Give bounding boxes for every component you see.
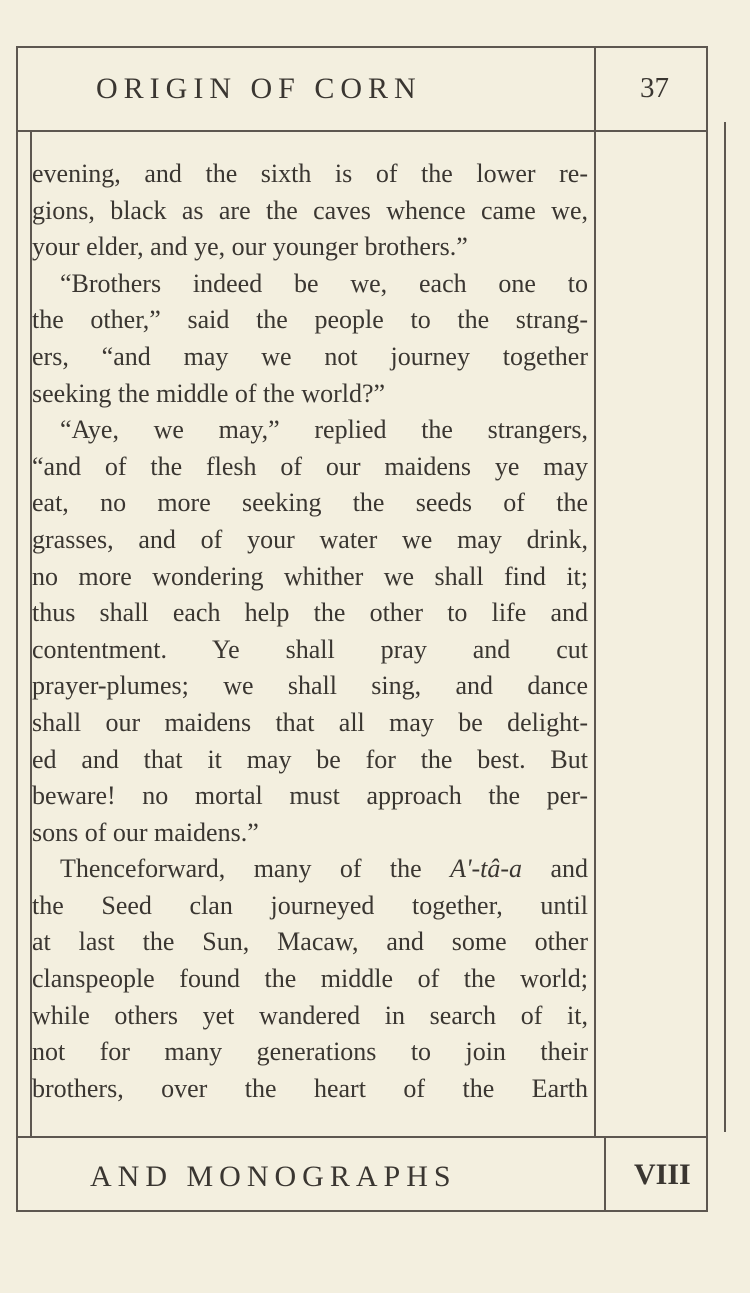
text-line: prayer-plumes; we shall sing, and dance [32,671,588,701]
text-line: thus shall each help the other to life and [32,598,588,628]
text-line: not for many generations to join their [32,1037,588,1067]
right-margin-rule [724,122,726,1132]
text-line: no more wondering whither we shall find it; [32,561,588,591]
text-line: at last the Sun, Macaw, and some other [32,927,588,957]
text-line: clanspeople found the middle of the world; [32,964,588,994]
footer-column-rule [604,1136,606,1212]
text-line: “Aye, we may,” replied the strangers, [60,415,588,445]
text-line: “and of the flesh of our maidens ye may [32,451,588,481]
text-line: the Seed clan journeyed together, until [32,890,588,920]
text-line: seeking the middle of the world?” [32,378,386,408]
volume-number: VIII [634,1158,691,1191]
running-head-title: ORIGIN OF CORN [96,72,422,105]
series-title: AND MONOGRAPHS [90,1160,457,1193]
header-divider [16,130,708,132]
text-line: “Brothers indeed be we, each one to [60,268,588,298]
text-line: Thenceforward, many of the A'-tâ-a and [60,854,588,884]
text-line: the other,” said the people to the strang- [32,305,588,335]
page-number: 37 [640,72,669,104]
text-line: evening, and the sixth is of the lower re- [32,159,588,188]
italic-term: A'-tâ-a [450,854,523,884]
text-line: ers, “and may we not journey together [32,341,588,371]
text-line: beware! no mortal must approach the per- [32,781,588,811]
text-line: your elder, and ye, our younger brothers.” [32,232,468,262]
text-line: contentment. Ye shall pray and cut [32,634,588,664]
text-line: sons of our maidens.” [32,817,259,847]
text-line: gions, black as are the caves whence came we, [32,195,588,225]
body-text [32,156,588,1107]
text-line: while others yet wandered in search of it, [32,1000,588,1030]
text-line: eat, no more seeking the seeds of the [32,488,588,518]
text-line: shall our maidens that all may be delight- [32,707,588,737]
text-column-rule [594,46,596,1138]
text-line: grasses, and of your water we may drink, [32,524,588,554]
text-line: brothers, over the heart of the Earth [32,1073,588,1103]
text-line: ed and that it may be for the best. But [32,744,588,774]
